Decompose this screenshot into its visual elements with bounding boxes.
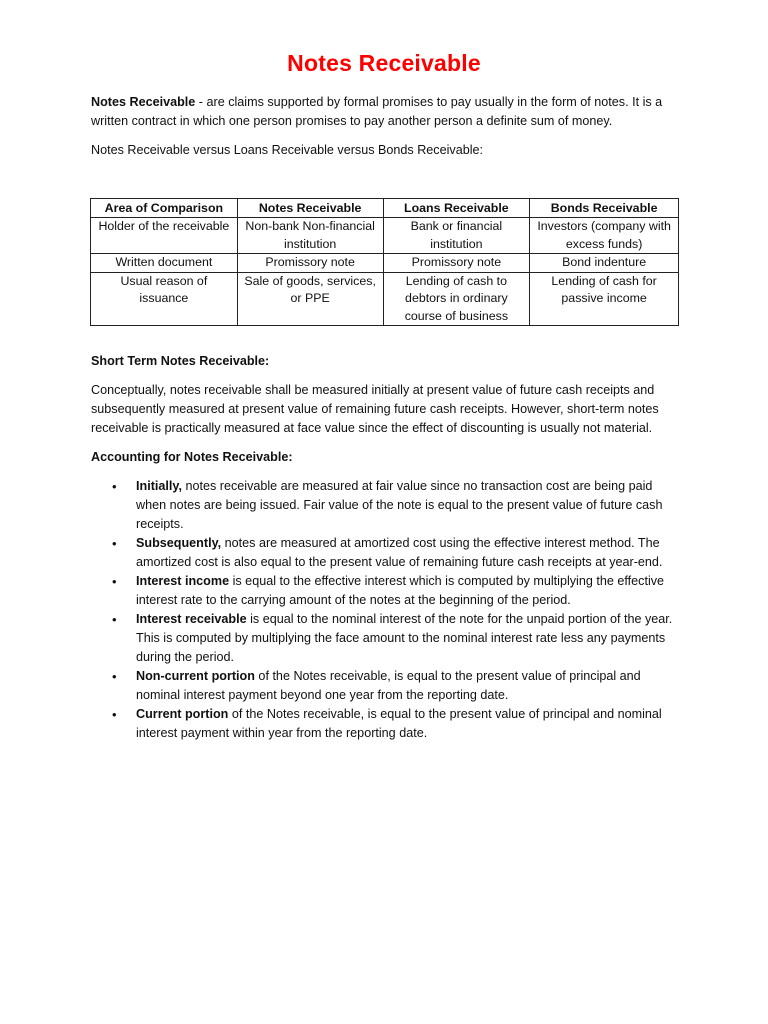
table-cell: Lending of cash to debtors in ordinary course of business (383, 272, 530, 326)
table-cell: Sale of goods, services, or PPE (237, 272, 383, 326)
list-item (110, 610, 680, 667)
list-item-text: is equal to the nominal interest of the note for the unpaid portion of the year. This is computed by multiplying the face amount to the nominal interest rate less any payments during the period. (136, 612, 673, 664)
accounting-heading: Accounting for Notes Receivable: (91, 450, 293, 464)
list-item-lead: Non-current portion (136, 669, 255, 683)
intro-paragraph (91, 93, 681, 131)
short-term-paragraph: Conceptually, notes receivable shall be measured initially at present value of future cash receipts and subsequently measured at present value of remaining future cash receipts. However, short-term notes receivable is practically measured at face value since the effect of discounting is usually not material. (91, 383, 659, 435)
list-item-text: notes receivable are measured at fair value since no transaction cost are being paid when notes are being issued. Fair value of the note is equal to the present value of future cash receipts. (136, 479, 663, 531)
list-item-text: of the Notes receivable, is equal to the present value of principal and nominal interest payment beyond one year from the reporting date. (136, 669, 641, 702)
list-item (110, 534, 680, 572)
table-cell: Usual reason of issuance (91, 272, 238, 326)
table-header-row (91, 199, 679, 218)
bullet-icon: • (112, 479, 117, 494)
versus-line: Notes Receivable versus Loans Receivable versus Bonds Receivable: (91, 143, 484, 157)
list-item-lead: Subsequently, (136, 536, 222, 550)
header-area-of-comparison: Area of Comparison (91, 199, 238, 218)
comparison-table (90, 198, 679, 326)
list-item (110, 667, 680, 705)
header-notes-receivable: Notes Receivable (237, 199, 383, 218)
bullet-icon: • (112, 669, 117, 684)
bullet-icon: • (112, 612, 117, 627)
bullet-icon: • (112, 536, 117, 551)
table-cell: Lending of cash for passive income (530, 272, 679, 326)
list-item (110, 477, 680, 534)
table-row (91, 218, 679, 254)
list-item-text: is equal to the effective interest which is computed by multiplying the effective interest rate to the carrying amount of the notes at the beginning of the period. (136, 574, 665, 607)
table-cell: Bond indenture (530, 254, 679, 273)
table-cell: Non-bank Non-financial institution (237, 218, 383, 254)
list-item-lead: Interest income (136, 574, 230, 588)
table-cell: Written document (91, 254, 238, 273)
table-cell: Promissory note (383, 254, 530, 273)
list-item-lead: Initially, (136, 479, 182, 493)
table-cell: Investors (company with excess funds) (530, 218, 679, 254)
table-cell: Bank or financial institution (383, 218, 530, 254)
table-row (91, 254, 679, 273)
accounting-list (110, 477, 680, 743)
list-item-text: of the Notes receivable, is equal to the present value of principal and nominal interest payment within year from the reporting date. (136, 707, 662, 740)
short-term-heading: Short Term Notes Receivable: (91, 354, 270, 368)
list-item-lead: Interest receivable (136, 612, 247, 626)
bullet-icon: • (112, 707, 117, 722)
list-item-lead: Current portion (136, 707, 229, 721)
list-item (110, 572, 680, 610)
list-item (110, 705, 680, 743)
table-row (91, 272, 679, 326)
header-loans-receivable: Loans Receivable (383, 199, 530, 218)
page-title: Notes Receivable (287, 50, 481, 76)
header-bonds-receivable: Bonds Receivable (530, 199, 679, 218)
intro-term: Notes Receivable (91, 95, 196, 109)
table-cell: Promissory note (237, 254, 383, 273)
list-item-text: notes are measured at amortized cost using the effective interest method. The amortized cost is also equal to the present value of remaining future cash receipts at year-end. (136, 536, 663, 569)
table-cell: Holder of the receivable (91, 218, 238, 254)
intro-text: - are claims supported by formal promises to pay usually in the form of notes. It is a written contract in which one person promises to pay another person a definite sum of money. (91, 95, 663, 128)
bullet-icon: • (112, 574, 117, 589)
